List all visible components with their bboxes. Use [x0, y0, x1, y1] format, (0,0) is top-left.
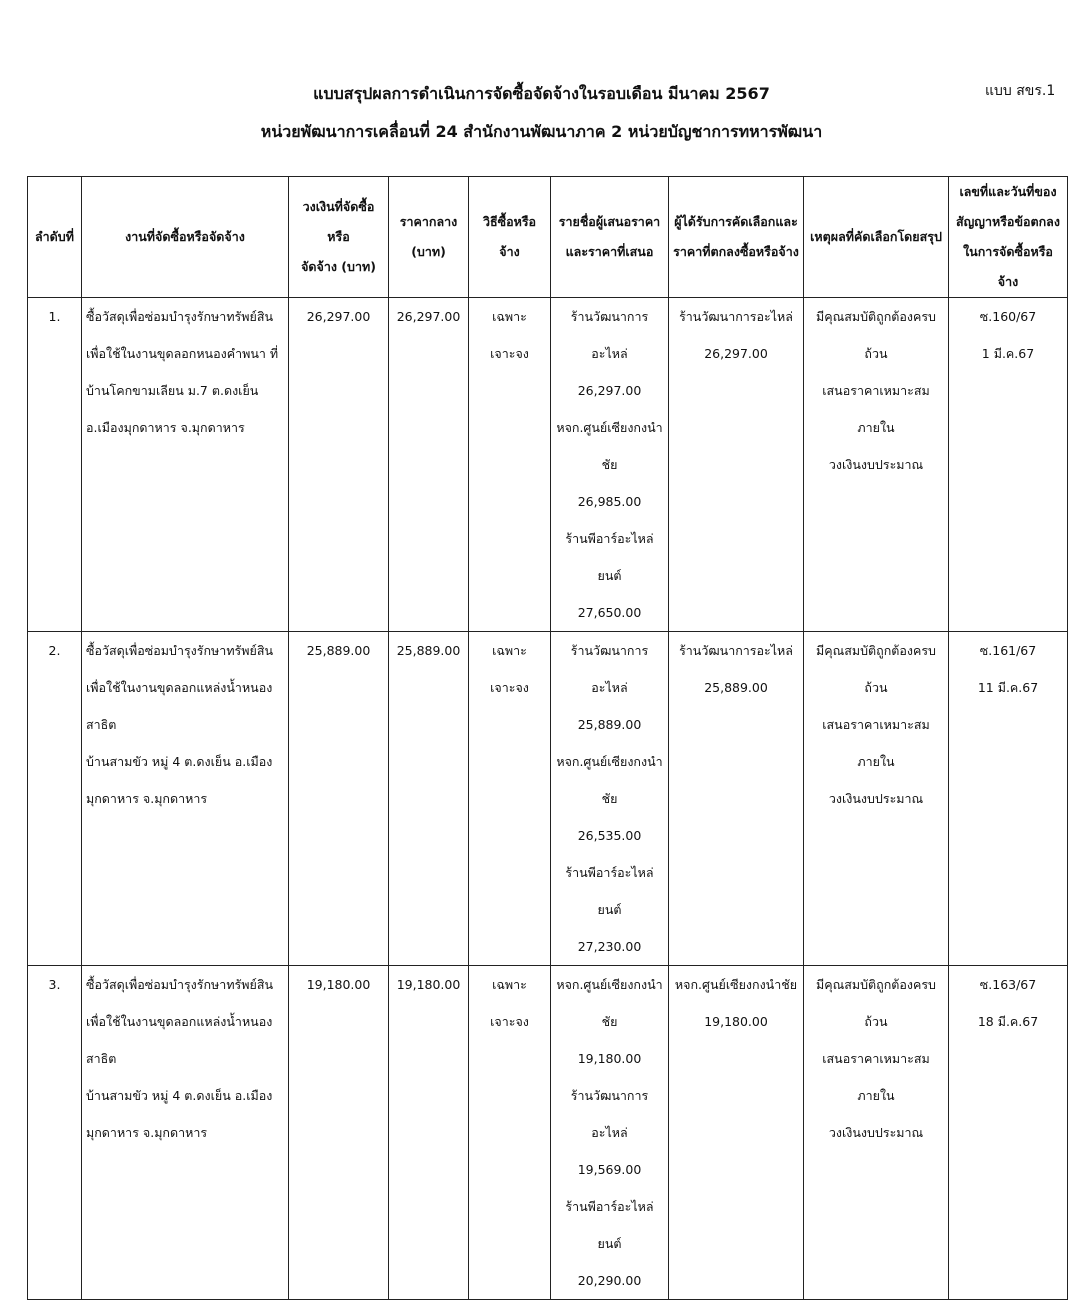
row-winner: ร้านวัฒนาการอะไหล่ 25,889.00: [669, 632, 804, 966]
row-bidders: ร้านวัฒนาการอะไหล่ 26,297.00 หจก.ศูนย์เซียงกงนำชัย 26,985.00 ร้านพีอาร์อะไหล่ยนต์ 27,650.00: [551, 298, 669, 632]
row-bidders: หจก.ศูนย์เซียงกงนำชัย 19,180.00 ร้านวัฒนาการอะไหล่ 19,569.00 ร้านพีอาร์อะไหล่ยนต์ 20,290.00: [551, 966, 669, 1300]
header-method: วิธีซื้อหรือจ้าง: [469, 177, 551, 298]
row-winner: หจก.ศูนย์เซียงกงนำชัย 19,180.00: [669, 966, 804, 1300]
row-budget: 19,180.00: [289, 966, 389, 1300]
table-row: [28, 966, 1068, 1300]
row-number: 2.: [28, 632, 82, 966]
row-number: 1.: [28, 298, 82, 632]
row-work: ซื้อวัสดุเพื่อซ่อมบำรุงรักษาทรัพย์สิน เพื่อใช้ในงานขุดลอกแหล่งน้ำหนองสาธิต บ้านสามขัว หมู่ 4 ต.ดงเย็น อ.เมือง มุกดาหาร จ.มุกดาหาร: [82, 966, 289, 1300]
row-median-price: 26,297.00: [389, 298, 469, 632]
header-bidders: รายชื่อผู้เสนอราคา และราคาที่เสนอ: [551, 177, 669, 298]
row-reason: มีคุณสมบัติถูกต้องครบถ้วน เสนอราคาเหมาะสมภายใน วงเงินงบประมาณ: [804, 966, 949, 1300]
header-reason: เหตุผลที่คัดเลือกโดยสรุป: [804, 177, 949, 298]
row-number: 3.: [28, 966, 82, 1300]
row-bidders: ร้านวัฒนาการอะไหล่ 25,889.00 หจก.ศูนย์เซียงกงนำชัย 26,535.00 ร้านพีอาร์อะไหล่ยนต์ 27,230.00: [551, 632, 669, 966]
document-subtitle: หน่วยพัฒนาการเคลื่อนที่ 24 สำนักงานพัฒนาภาค 2 หน่วยบัญชาการทหารพัฒนา: [260, 122, 823, 141]
table-header-row: [28, 177, 1068, 298]
document-title: แบบสรุปผลการดำเนินการจัดซื้อจัดจ้างในรอบเดือน มีนาคม 2567: [313, 84, 770, 103]
row-budget: 26,297.00: [289, 298, 389, 632]
row-contract: ซ.160/67 1 มี.ค.67: [949, 298, 1068, 632]
row-method: เฉพาะเจาะจง: [469, 632, 551, 966]
header-no: ลำดับที่: [28, 177, 82, 298]
row-contract: ซ.163/67 18 มี.ค.67: [949, 966, 1068, 1300]
row-reason: มีคุณสมบัติถูกต้องครบถ้วน เสนอราคาเหมาะสมภายใน วงเงินงบประมาณ: [804, 298, 949, 632]
form-code: แบบ สขร.1: [985, 83, 1056, 99]
row-median-price: 25,889.00: [389, 632, 469, 966]
header-median-price: ราคากลาง (บาท): [389, 177, 469, 298]
row-winner: ร้านวัฒนาการอะไหล่ 26,297.00: [669, 298, 804, 632]
row-median-price: 19,180.00: [389, 966, 469, 1300]
row-work: ซื้อวัสดุเพื่อซ่อมบำรุงรักษาทรัพย์สิน เพื่อใช้ในงานขุดลอกแหล่งน้ำหนองสาธิต บ้านสามขัว หมู่ 4 ต.ดงเย็น อ.เมือง มุกดาหาร จ.มุกดาหาร: [82, 632, 289, 966]
row-contract: ซ.161/67 11 มี.ค.67: [949, 632, 1068, 966]
table-row: [28, 298, 1068, 632]
row-work: ซื้อวัสดุเพื่อซ่อมบำรุงรักษาทรัพย์สิน เพื่อใช้ในงานขุดลอกหนองคำพนา ที่ บ้านโคกขามเลียน ม.7 ต.ดงเย็น อ.เมืองมุกดาหาร จ.มุกดาหาร: [82, 298, 289, 632]
procurement-table: [27, 176, 1068, 1300]
header-budget: วงเงินที่จัดซื้อหรือ จัดจ้าง (บาท): [289, 177, 389, 298]
header-work: งานที่จัดซื้อหรือจัดจ้าง: [82, 177, 289, 298]
header-winner: ผู้ได้รับการคัดเลือกและ ราคาที่ตกลงซื้อหรือจ้าง: [669, 177, 804, 298]
row-method: เฉพาะเจาะจง: [469, 966, 551, 1300]
header-contract: เลขที่และวันที่ของ สัญญาหรือข้อตกลง ในการจัดซื้อหรือจ้าง: [949, 177, 1068, 298]
row-budget: 25,889.00: [289, 632, 389, 966]
table-row: [28, 632, 1068, 966]
row-method: เฉพาะเจาะจง: [469, 298, 551, 632]
row-reason: มีคุณสมบัติถูกต้องครบถ้วน เสนอราคาเหมาะสมภายใน วงเงินงบประมาณ: [804, 632, 949, 966]
